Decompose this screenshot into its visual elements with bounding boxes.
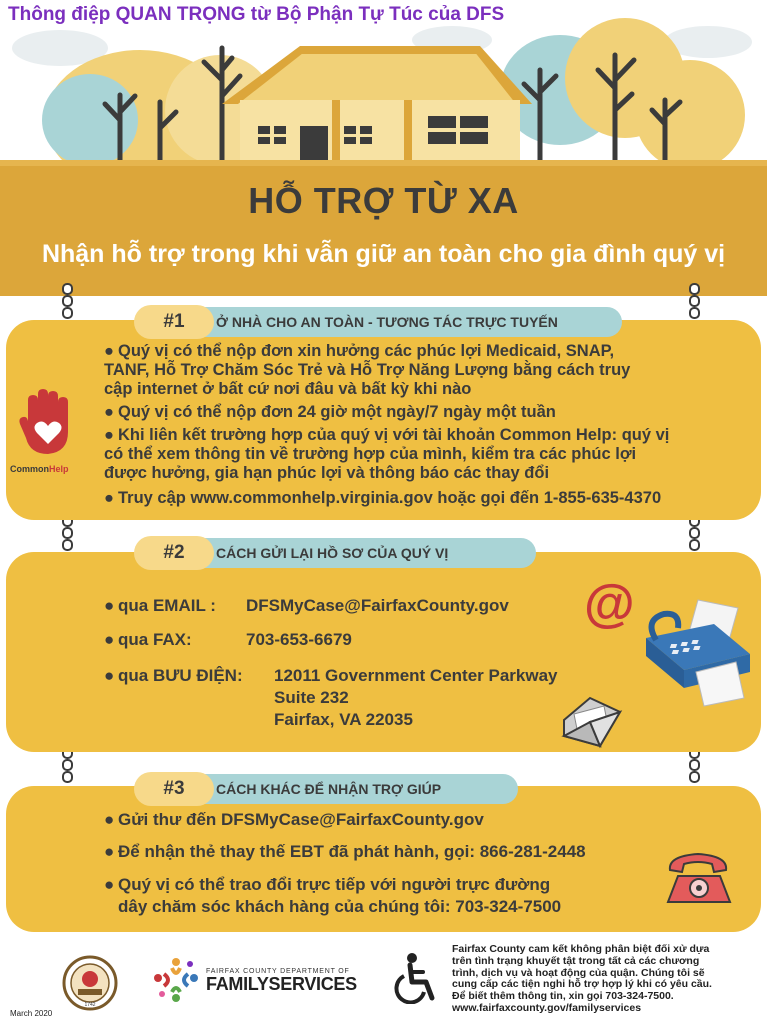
list-item: ● Truy cập www.commonhelp.virginia.gov hoặc gọi đến 1-855-635-4370 [104,489,662,507]
list-item: ● Quý vị có thể nộp đơn 24 giờ một ngày/7 ngày một tuần [104,403,556,421]
page-title: HỖ TRỢ TỪ XA [248,180,519,221]
accessibility-icon [392,952,438,1004]
email-row: ● qua EMAIL : DFSMyCase@FairfaxCounty.gov [104,596,509,615]
list-item: ● Để nhận thẻ thay thế EBT đã phát hành, gọi: 866-281-2448 [104,842,586,861]
mail-address-line: Fairfax, VA 22035 [274,710,413,729]
list-item: ● Quý vị có thể nộp đơn xin hưởng các phúc lợi Medicaid, SNAP, TANF, Hỗ Trợ Chăm Sóc Trẻ và Hỗ Trợ Năng Lượng bằng cách truy cập internet ở bất cứ nơi đâu và bất kỳ khi nào [104,342,631,398]
department-name-small: FAIRFAX COUNTY DEPARTMENT OF [206,968,350,975]
section-1-number: #1 [134,305,214,339]
footer-date: March 2020 [10,1009,53,1018]
list-item: ● Khi liên kết trường hợp của quý vị với tài khoản Common Help: quý vị có thể xem thông tin về trường hợp của mình, kiểm tra các phúc lợi được hưởng, gia hạn phúc lợi và thông báo các thay đổi [104,426,670,482]
telephone-icon [664,850,734,908]
department-name-large: FAMILYSERVICES [206,974,357,994]
nondiscrimination-notice: Fairfax County cam kết không phân biệt đối xử dựa trên tình trạng khuyết tật trong tất cả các chương trình, dịch vụ và hoạt động của quận. Chúng tôi sẽ cung cấp các tiện nghi hỗ trợ hợp lý khi có yêu cầu. Để biết thêm thông tin, xin gọi 703-324-7500. www.fairfaxcounty.gov/familyservices [452,944,764,1015]
section-2-number: #2 [134,536,214,570]
at-sign-icon: @ [584,575,635,633]
list-item: ● Gửi thư đến DFSMyCase@FairfaxCounty.gov [104,810,484,829]
section-1-bullets [104,342,744,508]
mail-address-line: 12011 Government Center Parkway [274,666,558,685]
fax-machine-icon [640,598,755,708]
seal-year: 1742 [84,1002,96,1008]
section-3-label: CÁCH KHÁC ĐỂ NHẬN TRỢ GIÚP [196,774,518,804]
top-title: Thông điệp QUAN TRỌNG từ Bộ Phận Tự Túc của DFS [8,4,505,25]
list-item: ● Quý vị có thể trao đổi trực tiếp với người trực đường dây chăm sóc khách hàng của chúng tôi: 703-324-7500 [104,875,562,916]
family-services-link[interactable]: www.fairfaxcounty.gov/familyservices [452,1001,642,1014]
commonhelp-logo-text: CommonHelp [10,464,69,474]
mail-row: ● qua BƯU ĐIỆN: 12011 Government Center Parkway [104,666,558,685]
section-2-label: CÁCH GỬI LẠI HỒ SƠ CỦA QUÝ VỊ [196,538,536,568]
fax-row: ● qua FAX: 703-653-6679 [104,630,352,649]
family-services-logo-icon [152,956,200,1004]
fax-number: 703-653-6679 [246,630,352,649]
commonhelp-hand-heart-icon [18,388,80,460]
email-link[interactable]: DFSMyCase@FairfaxCounty.gov [246,596,509,615]
page-subtitle: Nhận hỗ trợ trong khi vẫn giữ an toàn cho gia đình quý vị [41,240,726,268]
envelope-icon [560,692,624,752]
mail-address-line: Suite 232 [274,688,349,707]
fairfax-seal-icon [62,955,118,1011]
section-1-label: Ở NHÀ CHO AN TOÀN - TƯƠNG TÁC TRỰC TUYẾN [196,307,622,337]
commonhelp-link[interactable]: Truy cập www.commonhelp.virginia.gov hoặc gọi đến 1-855-635-4370 [118,489,662,507]
section-3-number: #3 [134,772,214,806]
